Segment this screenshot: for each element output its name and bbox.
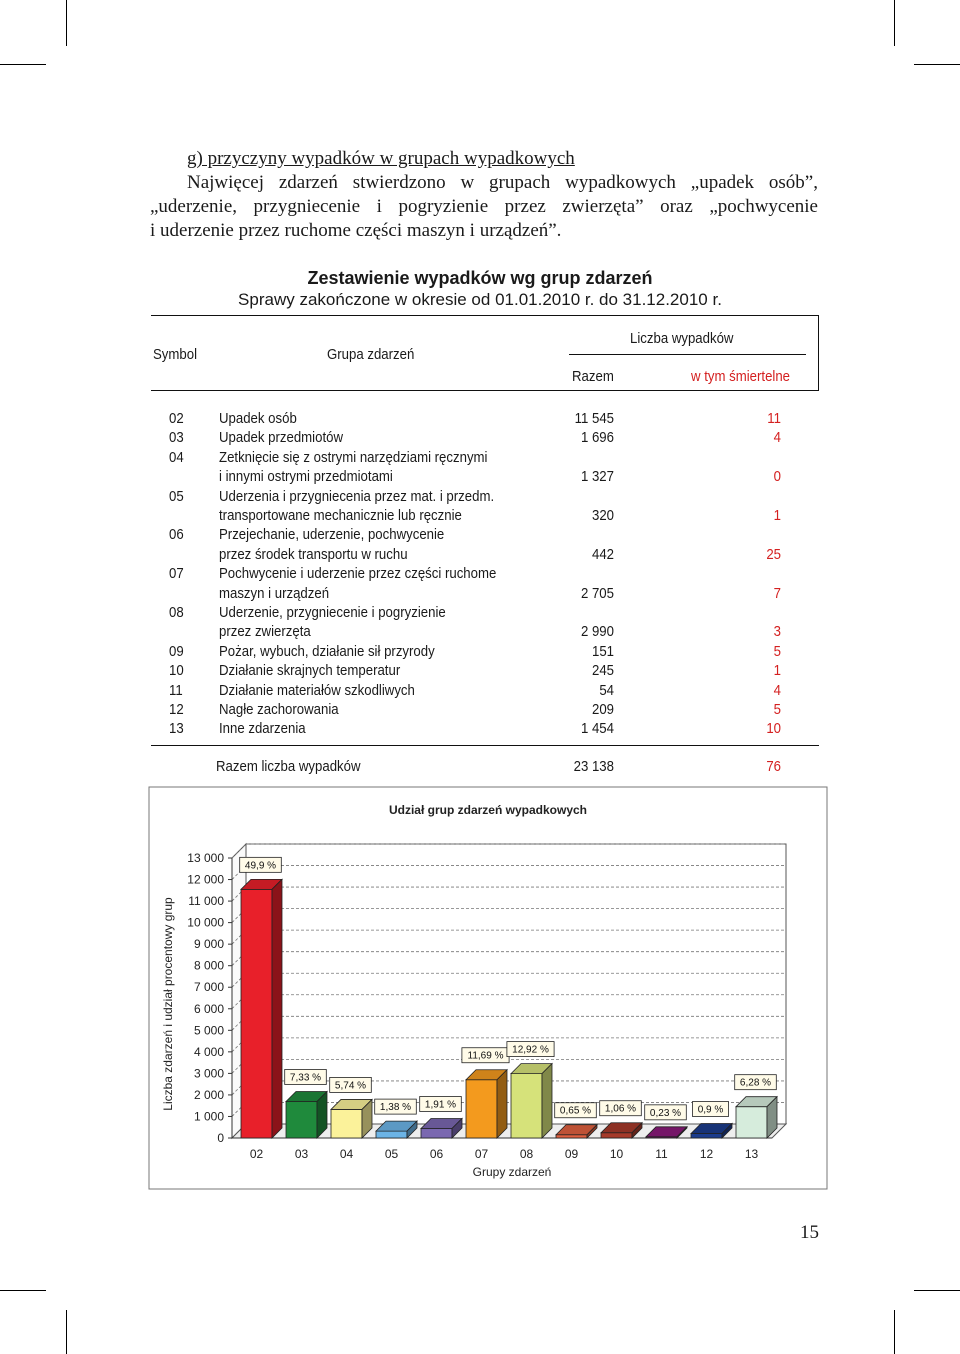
table-title: Zestawienie wypadków wg grup zdarzeń [307, 268, 653, 288]
y-tick-label: 7 000 [193, 980, 224, 995]
row-fatal: 4 [773, 681, 781, 699]
row-fatal: 1 [773, 662, 781, 680]
paragraph-line: Najwięcej zdarzeń stwierdzono w grupach wypadkowych „upadek osób”, [187, 172, 818, 193]
chart-title: Udział grup zdarzeń wypadkowych [388, 803, 588, 817]
page-number: 15 [800, 1222, 819, 1243]
bar-side [272, 879, 282, 1138]
table-row [151, 662, 819, 681]
row-group-text: przez środek transportu w ruchu [219, 545, 408, 563]
y-axis-label: Liczba zdarzeń i udział procentowy grup [161, 897, 175, 1111]
row-symbol: 11 [169, 681, 183, 699]
sum-row [151, 758, 819, 780]
crop-mark [914, 1290, 960, 1291]
row-symbol: 10 [169, 662, 184, 680]
crop-mark [914, 64, 960, 65]
sum-fatal: 76 [766, 758, 781, 775]
x-tick-label: 11 [655, 1147, 668, 1161]
row-group-text: przez zwierzęta [219, 623, 311, 641]
percent-label: 1,06 % [604, 1103, 637, 1115]
bar-front [511, 1074, 542, 1138]
x-axis-label: Grupy zdarzeń [472, 1165, 552, 1179]
bar-front [286, 1101, 317, 1138]
x-tick-label: 08 [519, 1147, 534, 1161]
table-row [151, 565, 819, 604]
paragraph-line: i uderzenie przez ruchome części maszyn i urządzeń”. [150, 220, 562, 241]
row-symbol: 07 [169, 565, 184, 583]
y-tick-label: 12 000 [187, 872, 224, 887]
percent-label: 1,38 % [379, 1102, 412, 1114]
percent-label: 6,28 % [739, 1077, 772, 1089]
row-group-text: Przejechanie, uderzenie, pochwycenie [219, 526, 445, 544]
row-group-text: Działanie materiałów szkodliwych [219, 681, 415, 699]
row-fatal: 3 [773, 623, 781, 641]
row-fatal: 10 [766, 720, 781, 738]
crop-mark [894, 0, 895, 46]
y-tick-label: 8 000 [193, 958, 224, 973]
row-total: 209 [591, 701, 614, 718]
table-bottom-rule [151, 745, 819, 746]
x-tick-label: 12 [699, 1147, 714, 1161]
table-row [151, 682, 819, 701]
row-group-text: transportowane mechanicznie lub ręcznie [219, 506, 462, 524]
percent-label: 0,9 % [697, 1104, 724, 1116]
table-subtitle: Sprawy zakończone w okresie od 01.01.2010 r. do 31.12.2010 r. [238, 290, 722, 309]
percent-label: 5,74 % [334, 1080, 367, 1092]
crop-mark [0, 64, 46, 65]
bar-08 [511, 1064, 552, 1138]
row-total: 2 990 [580, 623, 614, 641]
table-row [151, 410, 819, 429]
bar-04 [331, 1099, 372, 1138]
y-tick-label: 4 000 [193, 1044, 224, 1059]
table-header-side-rule [818, 315, 819, 391]
table-header-rule [151, 390, 819, 391]
row-total: 54 [599, 681, 614, 699]
percent-label: 0,23 % [649, 1107, 682, 1119]
total-header: Razem [572, 368, 614, 385]
x-tick-label: 04 [339, 1147, 354, 1161]
y-tick-label: 10 000 [187, 915, 224, 930]
bar-chart [148, 786, 828, 1190]
table-row [151, 429, 819, 448]
y-tick-label: 1 000 [193, 1109, 224, 1124]
row-fatal: 1 [773, 506, 781, 524]
row-fatal: 25 [766, 545, 781, 563]
row-total: 1 696 [580, 429, 614, 447]
row-group-text: Upadek przedmiotów [219, 429, 343, 447]
row-group-text: i innymi ostrymi przedmiotami [219, 468, 393, 486]
symbol-header: Symbol [153, 346, 198, 363]
row-total: 245 [591, 662, 614, 680]
y-tick-label: 6 000 [193, 1001, 224, 1016]
table-top-rule [151, 315, 819, 316]
crop-mark [66, 1310, 67, 1354]
row-total: 442 [591, 545, 614, 563]
bar-03 [286, 1091, 327, 1138]
y-tick-label: 11 000 [188, 894, 224, 909]
table-row [151, 488, 819, 527]
x-tick-label: 10 [609, 1147, 624, 1161]
bar-front [376, 1131, 407, 1138]
bar-side [497, 1070, 507, 1138]
row-group-text: Nagłe zachorowania [219, 701, 339, 718]
count-header: Liczba wypadków [630, 330, 734, 347]
row-symbol: 13 [169, 720, 184, 738]
bar-side [542, 1064, 552, 1138]
table-row [151, 643, 819, 662]
row-symbol: 03 [169, 429, 184, 447]
row-symbol: 05 [169, 487, 184, 505]
bar-front [601, 1133, 632, 1138]
row-group-text: Upadek osób [219, 410, 297, 427]
crop-mark [66, 0, 67, 46]
row-fatal: 0 [773, 468, 781, 486]
x-tick-label: 13 [744, 1147, 759, 1161]
bar-front [421, 1128, 452, 1138]
row-group-text: Uderzenia i przygniecenia przez mat. i przedm. [219, 487, 495, 505]
crop-mark [894, 1310, 895, 1354]
bar-front [736, 1107, 767, 1138]
y-tick-label: 9 000 [193, 937, 224, 952]
row-total: 151 [591, 642, 614, 660]
row-total: 1 327 [580, 468, 614, 486]
bar-front [331, 1109, 362, 1138]
percent-label: 7,33 % [289, 1072, 322, 1084]
x-tick-label: 07 [474, 1147, 489, 1161]
table-row [151, 604, 819, 643]
y-tick-label: 0 [217, 1131, 224, 1145]
percent-label: 0,65 % [559, 1105, 592, 1117]
row-group-text: maszyn i urządzeń [219, 584, 330, 602]
row-symbol: 12 [169, 701, 184, 718]
x-tick-label: 09 [564, 1147, 579, 1161]
y-tick-label: 13 000 [187, 851, 224, 865]
row-total: 1 454 [580, 720, 614, 738]
table-row [151, 720, 819, 739]
section-heading: g) przyczyny wypadków w grupach wypadkowych [187, 148, 575, 169]
bar-front [241, 889, 272, 1138]
sum-label: Razem liczba wypadków [216, 758, 361, 775]
row-total: 11 545 [574, 410, 614, 427]
table-row [151, 449, 819, 488]
row-group-text: Uderzenie, przygniecenie i pogryzienie [219, 604, 446, 621]
percent-label: 49,9 % [244, 860, 277, 872]
x-tick-label: 02 [249, 1147, 264, 1161]
row-symbol: 06 [169, 526, 184, 544]
table-row [151, 526, 819, 565]
row-symbol: 08 [169, 604, 184, 621]
row-fatal: 5 [773, 701, 781, 718]
row-fatal: 5 [773, 642, 781, 660]
row-fatal: 7 [773, 584, 781, 602]
x-tick-label: 05 [384, 1147, 399, 1161]
row-total: 320 [591, 506, 614, 524]
crop-mark [0, 1290, 46, 1291]
percent-label: 11,69 % [467, 1050, 504, 1062]
percent-label: 12,92 % [512, 1044, 549, 1056]
row-symbol: 09 [169, 642, 184, 660]
row-symbol: 02 [169, 410, 184, 427]
row-fatal: 11 [767, 410, 781, 427]
bar-front [466, 1080, 497, 1138]
x-tick-label: 06 [429, 1147, 444, 1161]
bar-07 [466, 1070, 507, 1138]
sum-total: 23 138 [573, 758, 614, 775]
row-group-text: Działanie skrajnych temperatur [219, 662, 401, 680]
row-symbol: 04 [169, 448, 184, 466]
row-group-text: Pochwycenie i uderzenie przez części ruchome [219, 565, 497, 583]
y-tick-label: 3 000 [193, 1066, 224, 1081]
bar-front [556, 1135, 587, 1138]
bar-02 [241, 879, 282, 1138]
group-header: Grupa zdarzeń [327, 346, 415, 363]
y-tick-label: 2 000 [193, 1087, 224, 1102]
y-tick-label: 5 000 [193, 1023, 224, 1038]
paragraph-line: „uderzenie, przygniecenie i pogryzienie przez zwierzęta” oraz „pochwycenie [150, 196, 818, 217]
row-total: 2 705 [580, 584, 614, 602]
row-fatal: 4 [773, 429, 781, 447]
count-header-rule [569, 354, 806, 355]
fatal-header: w tym śmiertelne [691, 368, 791, 385]
bar-front [691, 1133, 722, 1138]
table-row [151, 701, 819, 720]
row-group-text: Zetknięcie się z ostrymi narzędziami ręcznymi [219, 448, 488, 466]
bar-13 [736, 1097, 777, 1138]
row-group-text: Pożar, wybuch, działanie sił przyrody [219, 642, 435, 660]
x-tick-label: 03 [294, 1147, 309, 1161]
percent-label: 1,91 % [424, 1099, 457, 1111]
row-group-text: Inne zdarzenia [219, 720, 306, 738]
